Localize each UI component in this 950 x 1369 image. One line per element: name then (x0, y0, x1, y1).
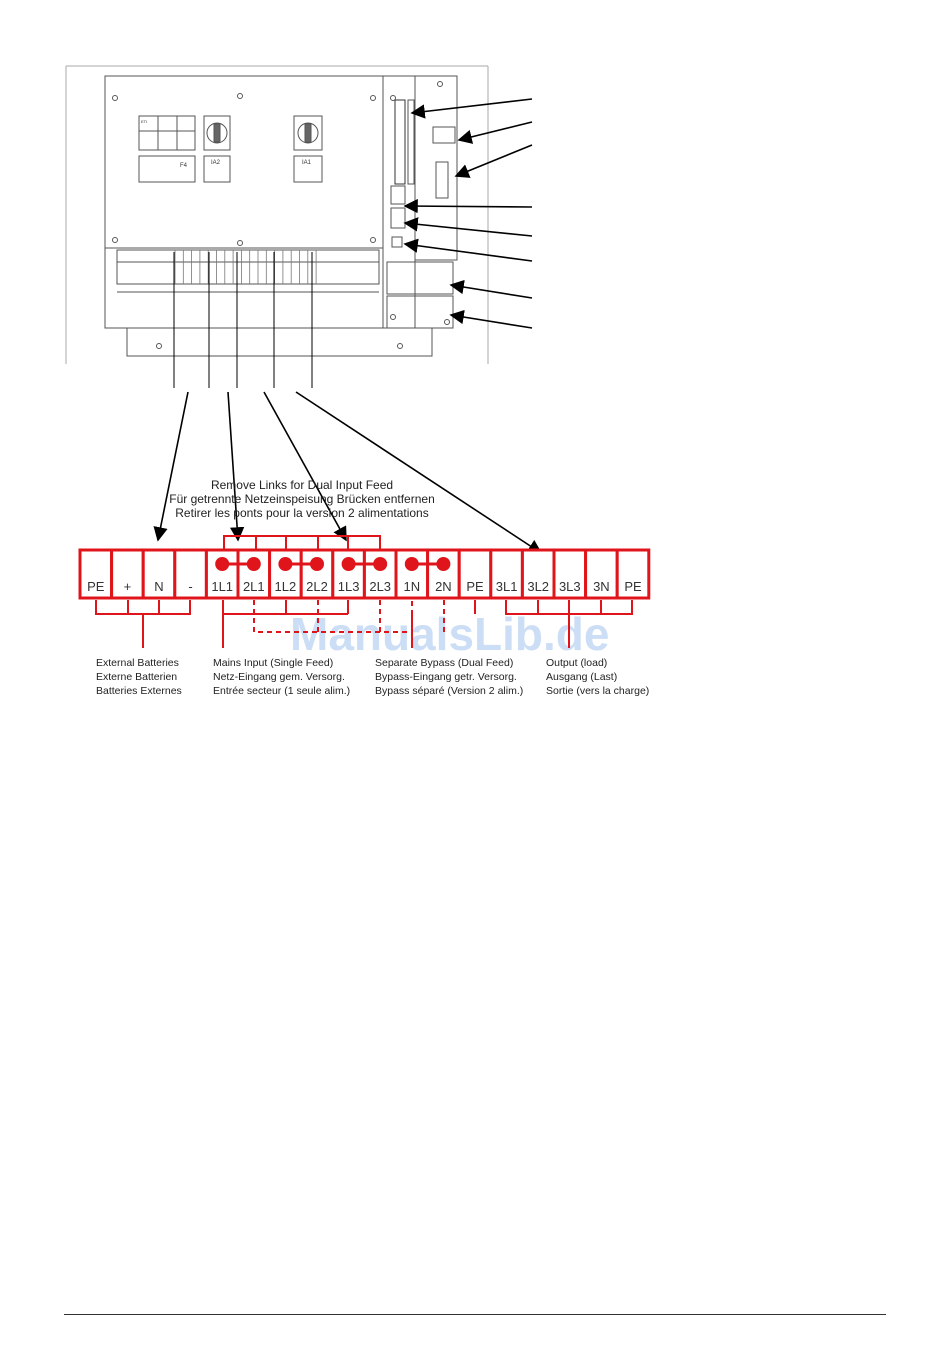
output-fr: Sortie (vers la charge) (546, 685, 650, 697)
bridge-link-3-end-0 (405, 557, 419, 571)
bypass-en: Separate Bypass (Dual Feed) (375, 657, 514, 669)
terminal-label-10: 1N (403, 579, 421, 594)
footer-rule (64, 1314, 886, 1315)
bypass-de: Bypass-Eingang getr. Versorg. (375, 671, 517, 683)
terminal-label-14: 3L2 (527, 579, 550, 594)
switch-2-tag-label: IA2 (211, 160, 221, 166)
callout-arrows-terminals (158, 392, 541, 553)
terminal-label-12: PE (466, 579, 484, 594)
bridge-link-1-end-0 (278, 557, 292, 571)
links-note-en: Remove Links for Dual Input Feed (210, 478, 394, 492)
terminal-label-4: 1L1 (211, 579, 234, 594)
bridge-link-1-end-1 (310, 557, 324, 571)
terminal-label-0: PE (87, 579, 105, 594)
links-note-fr: Retirer les ponts pour la version 2 alimentations (175, 506, 429, 520)
terminal-label-1: + (123, 579, 132, 594)
bridge-link-2-end-0 (342, 557, 356, 571)
terminal-label-8: 1L3 (337, 579, 360, 594)
external-batteries-de: Externe Batterien (96, 671, 178, 683)
terminal-label-6: 1L2 (274, 579, 297, 594)
terminal-label-5: 2L1 (242, 579, 265, 594)
group-descriptions (96, 657, 649, 697)
terminal-label-17: PE (624, 579, 642, 594)
mains-input-fr: Entrée secteur (1 seule alim.) (213, 685, 351, 697)
mains-input-en: Mains Input (Single Feed) (213, 657, 334, 669)
fuse-tag-label: F4 (180, 163, 188, 169)
watermark: ManualsLib.de (290, 608, 610, 660)
terminal-label-11: 2N (435, 579, 452, 594)
terminal-strip (80, 550, 649, 598)
bridge-link-2-end-1 (373, 557, 387, 571)
terminal-label-15: 3L3 (558, 579, 581, 594)
links-note (169, 478, 435, 520)
cabinet-drawing (66, 66, 488, 364)
switch-1-tag-label: IA1 (302, 160, 312, 166)
external-batteries-en: External Batteries (96, 657, 179, 669)
terminal-label-13: 3L1 (495, 579, 518, 594)
bypass-fr: Bypass séparé (Version 2 alim.) (375, 685, 524, 697)
mains-input-de: Netz-Eingang gem. Versorg. (213, 671, 345, 683)
terminal-label-7: 2L2 (306, 579, 328, 594)
terminal-label-9: 2L3 (369, 579, 392, 594)
terminal-label-16: 3N (593, 579, 610, 594)
fuse-code-label: ETI (141, 119, 148, 124)
output-de: Ausgang (Last) (546, 671, 618, 683)
bridge-link-0-end-1 (247, 557, 261, 571)
terminal-label-3: - (188, 579, 193, 594)
links-note-de: Für getrennte Netzeinspeisung Brücken entfernen (169, 492, 435, 506)
terminal-label-2: N (154, 579, 164, 594)
bridge-link-3-end-1 (436, 557, 450, 571)
external-batteries-fr: Batteries Externes (96, 685, 182, 697)
terminal-rail (175, 250, 316, 284)
output-en: Output (load) (546, 657, 608, 669)
bridge-link-0-end-0 (215, 557, 229, 571)
